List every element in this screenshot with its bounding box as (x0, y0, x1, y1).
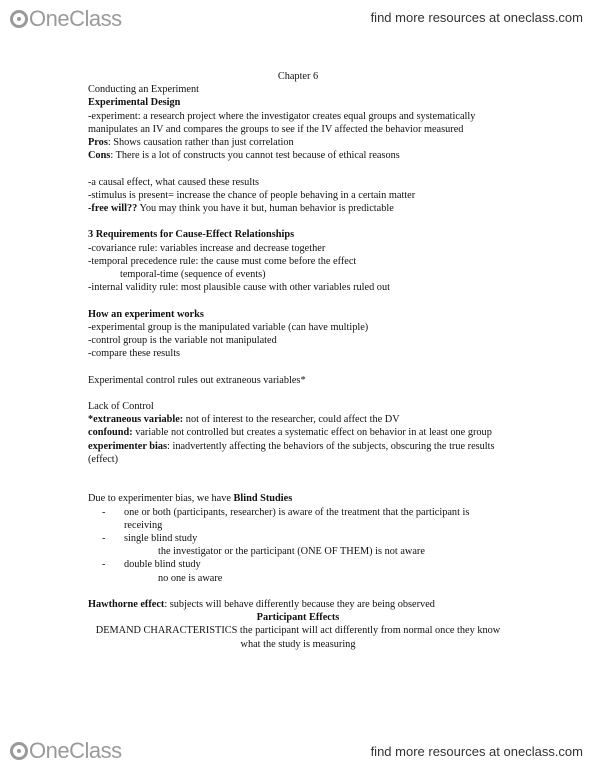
stimulus-line: -stimulus is present= increase the chance of people behaving in a certain matter (88, 189, 416, 201)
experimenter-bias-text: : inadvertently affecting the behaviors of the subjects, obscuring the true results (effect) (88, 440, 495, 465)
blind-studies-label: Blind Studies (233, 493, 293, 505)
free-will-label: -free will?? (88, 203, 138, 215)
extraneous-label: *extraneous variable: (88, 414, 184, 426)
oneclass-logo-icon (10, 742, 28, 760)
list-item (88, 532, 508, 545)
double-blind-sub: no one is aware (158, 572, 223, 584)
experiment-definition: -experiment: a research project where the investigator creates equal groups and systematically manipulates an IV and compares the groups to see if the IV affected the behavior measured (88, 110, 476, 135)
list-item (88, 558, 508, 571)
how-item: -experimental group is the manipulated variable (can have multiple) (88, 321, 369, 333)
promo-link-top[interactable]: find more resources at oneclass.com (370, 10, 583, 25)
brand-name: OneClass (29, 6, 122, 31)
causal-effect-line: -a causal effect, what caused these results (88, 176, 260, 188)
hawthorne-line (88, 598, 508, 611)
promo-link-bottom[interactable]: find more resources at oneclass.com (370, 744, 583, 759)
oneclass-logo-bottom[interactable] (10, 738, 122, 764)
cons-line (88, 149, 508, 162)
hawthorne-text: : subjects will behave differently because they are being observed (164, 599, 435, 610)
experimenter-bias-label: experimenter bias (88, 440, 168, 452)
pros-label: Pros (88, 137, 108, 149)
bullet-text: double blind study (124, 559, 201, 571)
experimenter-bias-line (88, 440, 508, 466)
internal-validity-rule: -internal validity rule: most plausible cause with other variables ruled out (88, 282, 390, 294)
chapter-title: Chapter 6 (277, 71, 319, 82)
lack-of-control: Lack of Control (88, 401, 154, 412)
confound-label: confound: (88, 427, 133, 439)
bullet-text: one or both (participants, researcher) is aware of the treatment that the participant is receiving (124, 506, 470, 531)
bullet-text: single blind study (124, 533, 198, 544)
section-title: Conducting an Experiment (88, 84, 199, 96)
bullet-dash: - (102, 506, 106, 518)
list-item (88, 506, 508, 532)
covariance-rule: -covariance rule: variables increase and decrease together (88, 242, 326, 254)
single-blind-sub: the investigator or the participant (ONE OF THEM) is not aware (158, 546, 425, 558)
demand-characteristics: DEMAND CHARACTERISTICS the participant will act differently from normal once they know what the study is measuring (95, 625, 501, 650)
cons-label: Cons (88, 150, 111, 162)
temporal-sub: temporal-time (sequence of events) (120, 269, 266, 281)
confound-line (88, 426, 508, 439)
how-item: -control group is the variable not manipulated (88, 335, 277, 347)
document-body (88, 70, 508, 651)
free-will-text: You may think you have it but, human behavior is predictable (137, 203, 394, 215)
oneclass-logo-icon (10, 10, 28, 28)
blind-studies-intro (88, 492, 508, 505)
heading-how-experiment-works: How an experiment works (88, 308, 204, 320)
free-will-line (88, 202, 508, 215)
blind-intro-text: Due to experimenter bias, we have (88, 493, 234, 505)
heading-experimental-design: Experimental Design (88, 97, 181, 109)
oneclass-logo-top[interactable] (10, 6, 122, 32)
cons-text: : There is a lot of constructs you cannot test because of ethical reasons (110, 150, 400, 162)
bullet-dash: - (102, 533, 106, 544)
bullet-dash: - (102, 559, 106, 571)
brand-name: OneClass (29, 738, 122, 763)
heading-requirements: 3 Requirements for Cause-Effect Relationships (88, 229, 295, 241)
pros-text: : Shows causation rather than just correlation (107, 137, 294, 149)
confound-text: variable not controlled but creates a systematic effect on behavior in at least one group (132, 427, 492, 439)
experimental-control-line: Experimental control rules out extraneous variables* (88, 374, 306, 386)
extraneous-variable-line (88, 413, 508, 426)
pros-line (88, 136, 508, 149)
how-item: -compare these results (88, 348, 181, 360)
hawthorne-label: Hawthorne effect (88, 599, 165, 610)
temporal-precedence-rule: -temporal precedence rule: the cause must come before the effect (88, 255, 357, 267)
extraneous-text: not of interest to the researcher, could affect the DV (183, 414, 400, 426)
heading-participant-effects: Participant Effects (256, 612, 340, 624)
